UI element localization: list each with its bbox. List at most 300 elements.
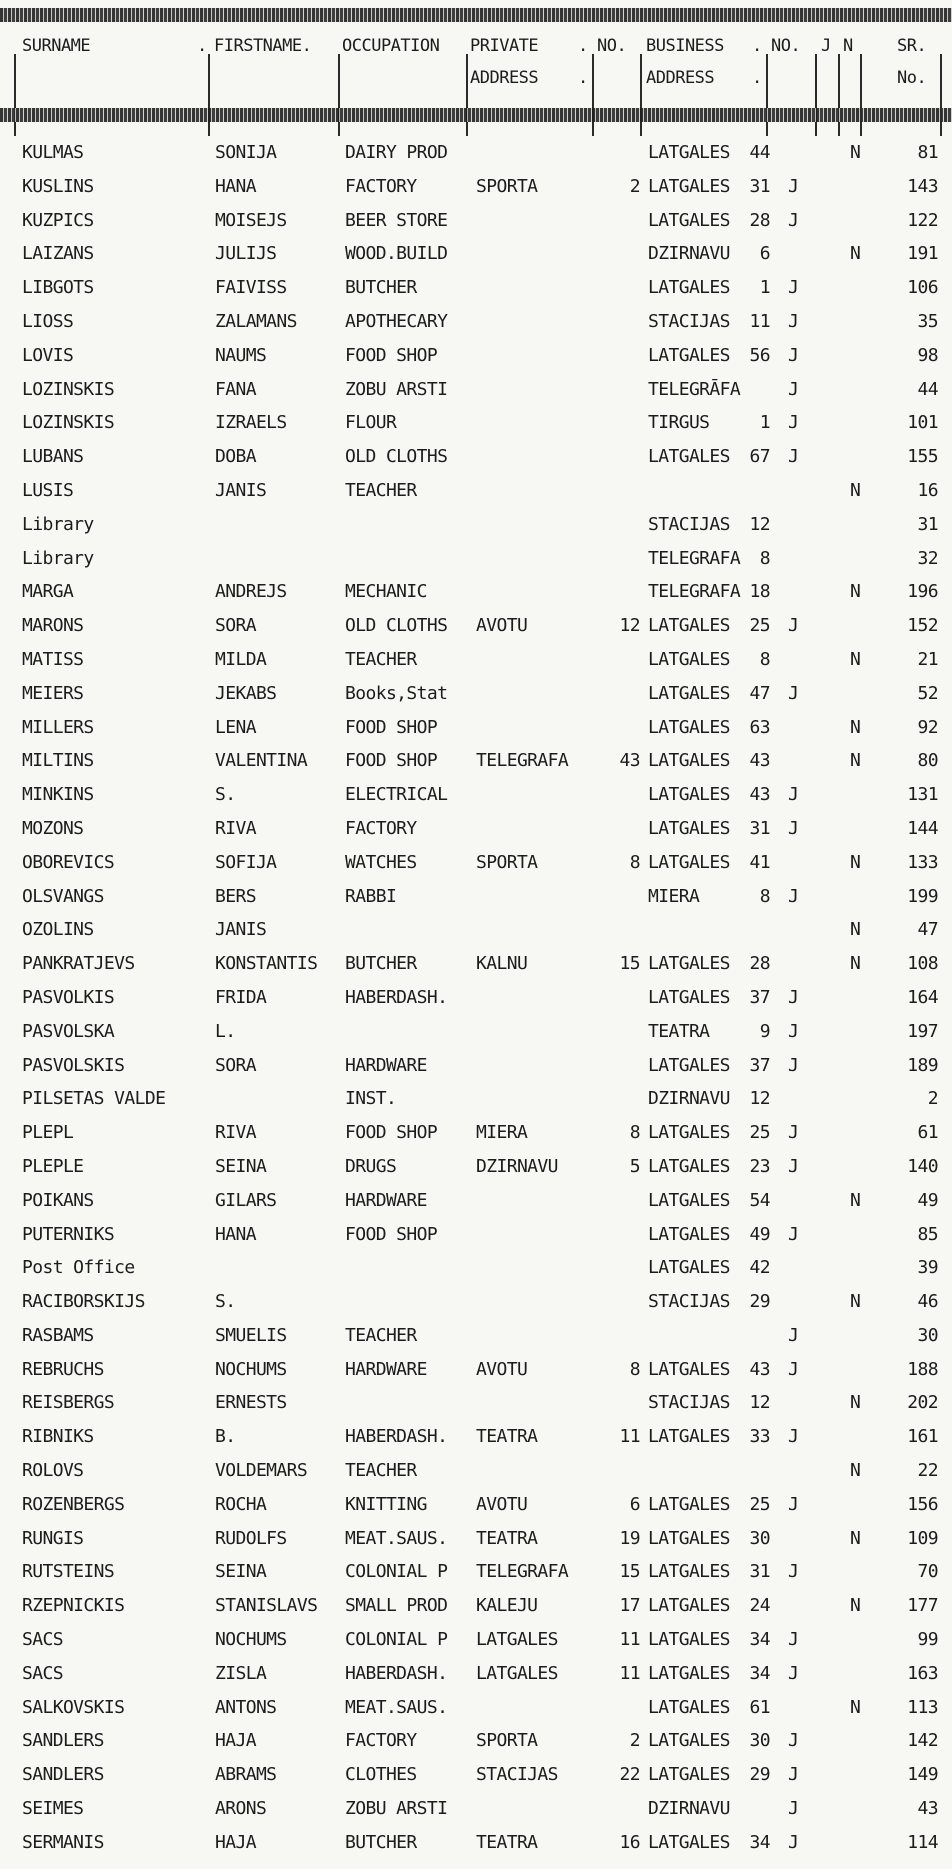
header-business-dot2: . [752,68,762,88]
table-row [0,947,952,981]
j-flag-cell: J [788,986,799,1008]
private-number-cell: 43 [619,750,640,772]
serial-number-cell: 44 [917,378,938,400]
table-row [0,136,952,170]
j-flag-cell: J [788,310,799,332]
serial-number-cell: 81 [917,142,938,163]
table-row [0,1420,952,1454]
business-number-cell: 43 [749,750,770,772]
j-flag-cell: J [788,1223,799,1245]
j-flag-cell: J [788,1561,799,1583]
table-row [0,1623,952,1657]
surname-cell: SALKOVSKIS [22,1696,125,1718]
occupation-cell: FOOD SHOP [345,750,438,772]
private-address-cell: AVOTU [476,1358,528,1380]
business-number-cell: 30 [749,1730,770,1752]
surname-cell: MARGA [22,581,74,603]
column-divider [838,54,840,136]
header-surname: SURNAME [22,36,91,56]
firstname-cell: FANA [215,378,256,400]
header-no: NO. [597,36,627,56]
business-number-cell: 8 [759,547,770,569]
private-number-cell: 6 [629,1493,640,1515]
j-flag-cell: J [788,817,799,839]
business-address-cell: LATGALES [648,1696,730,1718]
surname-cell: MEIERS [22,682,84,704]
firstname-cell: ABRAMS [215,1764,277,1786]
column-divider [208,54,210,136]
surname-cell: PANKRATJEVS [22,953,135,975]
table-row [0,440,952,474]
business-number-cell: 25 [749,1122,770,1144]
business-address-cell: LATGALES [648,1595,730,1617]
firstname-cell: SEINA [215,1155,267,1177]
serial-number-cell: 161 [907,1426,938,1448]
firstname-cell: DOBA [215,446,256,468]
serial-number-cell: 32 [917,547,938,569]
j-flag-cell: J [788,412,799,434]
business-address-cell: LATGALES [648,682,730,704]
serial-number-cell: 142 [907,1730,938,1752]
serial-number-cell: 43 [917,1798,938,1820]
j-flag-cell: J [788,615,799,637]
table-row [0,1251,952,1285]
firstname-cell: STANISLAVS [215,1595,318,1617]
table-row [0,880,952,914]
business-number-cell: 25 [749,615,770,637]
table-row [0,339,952,373]
table-header [0,28,952,108]
firstname-cell: VOLDEMARS [215,1460,308,1482]
firstname-cell: JANIS [215,919,267,941]
business-address-cell: LATGALES [648,1155,730,1177]
j-flag-cell: J [788,885,799,907]
serial-number-cell: 80 [917,750,938,772]
occupation-cell: ELECTRICAL [345,784,448,806]
private-address-cell: KALEJU [476,1595,538,1617]
business-number-cell: 54 [749,1189,770,1211]
private-address-cell: SPORTA [476,851,538,873]
surname-cell: SACS [22,1629,63,1651]
occupation-cell: ZOBU ARSTI [345,1798,448,1820]
business-address-cell: LATGALES [648,209,730,231]
table-row [0,1522,952,1556]
serial-number-cell: 202 [907,1392,938,1414]
private-address-cell: AVOTU [476,1493,528,1515]
occupation-cell: BUTCHER [345,1831,417,1853]
surname-cell: MINKINS [22,784,94,806]
business-address-cell: LATGALES [648,1189,730,1211]
serial-number-cell: 164 [907,986,938,1008]
firstname-cell: SORA [215,615,256,637]
occupation-cell: WATCHES [345,851,417,873]
table-row [0,1319,952,1353]
surname-cell: LOZINSKIS [22,412,115,434]
business-address-cell: LATGALES [648,142,730,163]
j-flag-cell: J [788,1358,799,1380]
private-address-cell: STACIJAS [476,1764,558,1786]
business-number-cell: 6 [759,243,770,265]
occupation-cell: APOTHECARY [345,310,448,332]
business-address-cell: LATGALES [648,784,730,806]
business-number-cell: 31 [749,817,770,839]
business-number-cell: 28 [749,953,770,975]
surname-cell: SANDLERS [22,1764,104,1786]
j-flag-cell: J [788,1798,799,1820]
occupation-cell: TEACHER [345,479,417,501]
occupation-cell: WOOD.BUILD [345,243,448,265]
column-divider [640,54,642,136]
j-flag-cell: J [788,1122,799,1144]
serial-number-cell: 85 [917,1223,938,1245]
firstname-cell: ANDREJS [215,581,287,603]
private-address-cell: TEATRA [476,1831,538,1853]
j-flag-cell: J [788,1629,799,1651]
table-row [0,1150,952,1184]
business-address-cell: STACIJAS [648,513,730,535]
surname-cell: LUBANS [22,446,84,468]
private-address-cell: SPORTA [476,1730,538,1752]
surname-cell: REBRUCHS [22,1358,104,1380]
serial-number-cell: 31 [917,513,938,535]
serial-number-cell: 109 [907,1527,938,1549]
n-flag-cell: N [850,1595,861,1617]
table-row [0,1353,952,1387]
firstname-cell: NAUMS [215,344,267,366]
surname-cell: PLEPL [22,1122,74,1144]
table-row [0,1724,952,1758]
serial-number-cell: 197 [907,1020,938,1042]
business-address-cell: LATGALES [648,277,730,299]
business-number-cell: 29 [749,1764,770,1786]
serial-number-cell: 70 [917,1561,938,1583]
header-business-line2: ADDRESS [646,68,715,88]
serial-number-cell: 92 [917,716,938,738]
column-divider [466,54,468,136]
occupation-cell: FOOD SHOP [345,716,438,738]
surname-cell: PASVOLSKA [22,1020,115,1042]
n-flag-cell: N [850,919,861,941]
table-row [0,1386,952,1420]
serial-number-cell: 131 [907,784,938,806]
column-divider [766,54,768,136]
surname-cell: Library [22,513,94,535]
occupation-cell: BUTCHER [345,953,417,975]
serial-number-cell: 39 [917,1257,938,1279]
j-flag-cell: J [788,682,799,704]
surname-cell: PLEPLE [22,1155,84,1177]
business-address-cell: LATGALES [648,716,730,738]
occupation-cell: BUTCHER [345,277,417,299]
firstname-cell: NOCHUMS [215,1358,287,1380]
serial-number-cell: 140 [907,1155,938,1177]
n-flag-cell: N [850,648,861,670]
firstname-cell: SONIJA [215,142,277,163]
firstname-cell: MOISEJS [215,209,287,231]
occupation-cell: TEACHER [345,1324,417,1346]
table-row [0,711,952,745]
surname-cell: LOZINSKIS [22,378,115,400]
firstname-cell: ZALAMANS [215,310,297,332]
surname-cell: ROLOVS [22,1460,84,1482]
serial-number-cell: 99 [917,1629,938,1651]
serial-number-cell: 22 [917,1460,938,1482]
private-number-cell: 8 [629,851,640,873]
n-flag-cell: N [850,243,861,265]
business-number-cell: 11 [749,310,770,332]
firstname-cell: S. [215,784,236,806]
firstname-cell: ERNESTS [215,1392,287,1414]
occupation-cell: HARDWARE [345,1189,427,1211]
firstname-cell: LENA [215,716,256,738]
serial-number-cell: 143 [907,175,938,197]
firstname-cell: ARONS [215,1798,267,1820]
occupation-cell: HARDWARE [345,1054,427,1076]
private-number-cell: 11 [619,1629,640,1651]
surname-cell: KULMAS [22,142,84,163]
serial-number-cell: 189 [907,1054,938,1076]
surname-cell: PASVOLSKIS [22,1054,125,1076]
firstname-cell: B. [215,1426,236,1448]
business-address-cell: TELEGRĀFA [648,378,741,400]
private-number-cell: 5 [629,1155,640,1177]
business-number-cell: 28 [749,209,770,231]
surname-cell: RASBAMS [22,1324,94,1346]
firstname-cell: JULIJS [215,243,277,265]
occupation-cell: Books,Stat [345,682,448,704]
surname-cell: Library [22,547,94,569]
table-row [0,744,952,778]
business-address-cell: DZIRNAVU [648,243,730,265]
table-row [0,1826,952,1860]
n-flag-cell: N [850,1696,861,1718]
table-row [0,1792,952,1826]
firstname-cell: JEKABS [215,682,277,704]
serial-number-cell: 61 [917,1122,938,1144]
private-address-cell: MIERA [476,1122,528,1144]
occupation-cell: CLOTHES [345,1764,417,1786]
surname-cell: REISBERGS [22,1392,115,1414]
top-rule [0,8,952,22]
table-row [0,406,952,440]
business-number-cell: 67 [749,446,770,468]
surname-cell: OZOLINS [22,919,94,941]
firstname-cell: S. [215,1291,236,1313]
header-n: N [843,36,853,56]
surname-cell: OLSVANGS [22,885,104,907]
private-address-cell: AVOTU [476,615,528,637]
header-business-dot: . [752,36,762,56]
j-flag-cell: J [788,1324,799,1346]
j-flag-cell: J [788,1426,799,1448]
occupation-cell: DRUGS [345,1155,397,1177]
occupation-cell: MECHANIC [345,581,427,603]
occupation-cell: COLONIAL P [345,1629,448,1651]
n-flag-cell: N [850,716,861,738]
private-address-cell: TEATRA [476,1426,538,1448]
serial-number-cell: 163 [907,1662,938,1684]
serial-number-cell: 133 [907,851,938,873]
business-address-cell: LATGALES [648,986,730,1008]
firstname-cell: RIVA [215,1122,256,1144]
business-number-cell: 1 [759,277,770,299]
n-flag-cell: N [850,1527,861,1549]
business-number-cell: 41 [749,851,770,873]
surname-cell: MOZONS [22,817,84,839]
business-address-cell: LATGALES [648,1831,730,1853]
n-flag-cell: N [850,750,861,772]
occupation-cell: SMALL PROD [345,1595,448,1617]
business-number-cell: 63 [749,716,770,738]
occupation-cell: FLOUR [345,412,397,434]
business-address-cell: TIRGUS [648,412,710,434]
serial-number-cell: 152 [907,615,938,637]
business-number-cell: 24 [749,1595,770,1617]
occupation-cell: FOOD SHOP [345,344,438,366]
private-number-cell: 22 [619,1764,640,1786]
firstname-cell: FAIVISS [215,277,287,299]
business-address-cell: TELEGRAFA [648,547,741,569]
header-private-line2: ADDRESS [470,68,539,88]
firstname-cell: ZISLA [215,1662,267,1684]
business-address-cell: LATGALES [648,1426,730,1448]
business-number-cell: 37 [749,1054,770,1076]
business-number-cell: 37 [749,986,770,1008]
private-number-cell: 15 [619,953,640,975]
table-row [0,778,952,812]
table-row [0,508,952,542]
j-flag-cell: J [788,446,799,468]
private-address-cell: LATGALES [476,1662,558,1684]
business-number-cell: 42 [749,1257,770,1279]
serial-number-cell: 177 [907,1595,938,1617]
j-flag-cell: J [788,344,799,366]
private-number-cell: 16 [619,1831,640,1853]
business-number-cell: 1 [759,412,770,434]
business-number-cell: 43 [749,1358,770,1380]
business-address-cell: LATGALES [648,1358,730,1380]
table-row [0,1082,952,1116]
surname-cell: ROZENBERGS [22,1493,125,1515]
business-number-cell: 61 [749,1696,770,1718]
serial-number-cell: 21 [917,648,938,670]
business-number-cell: 18 [749,581,770,603]
table-row [0,1285,952,1319]
serial-number-cell: 122 [907,209,938,231]
firstname-cell: HANA [215,1223,256,1245]
header-private-dot: . [578,36,588,56]
private-number-cell: 19 [619,1527,640,1549]
surname-cell: LAIZANS [22,243,94,265]
surname-cell: KUZPICS [22,209,94,231]
firstname-cell: FRIDA [215,986,267,1008]
j-flag-cell: J [788,1730,799,1752]
private-address-cell: TELEGRAFA [476,750,569,772]
n-flag-cell: N [850,581,861,603]
business-address-cell: DZIRNAVU [648,1088,730,1110]
table-row [0,170,952,204]
private-address-cell: TELEGRAFA [476,1561,569,1583]
firstname-cell: RUDOLFS [215,1527,287,1549]
business-address-cell: LATGALES [648,750,730,772]
occupation-cell: HABERDASH. [345,1426,448,1448]
business-address-cell: LATGALES [648,175,730,197]
header-firstname: FIRSTNAME. [214,36,312,56]
surname-cell: RUNGIS [22,1527,84,1549]
firstname-cell: VALENTINA [215,750,308,772]
serial-number-cell: 46 [917,1291,938,1313]
n-flag-cell: N [850,142,861,163]
table-row [0,474,952,508]
business-address-cell: LATGALES [648,1527,730,1549]
n-flag-cell: N [850,953,861,975]
firstname-cell: SOFIJA [215,851,277,873]
serial-number-cell: 113 [907,1696,938,1718]
business-number-cell: 12 [749,1088,770,1110]
serial-number-cell: 2 [927,1088,938,1110]
j-flag-cell: J [788,209,799,231]
serial-number-cell: 155 [907,446,938,468]
table-row [0,1555,952,1589]
serial-number-cell: 106 [907,277,938,299]
serial-number-cell: 191 [907,243,938,265]
firstname-cell: SEINA [215,1561,267,1583]
serial-number-cell: 101 [907,412,938,434]
table-row [0,1691,952,1725]
business-number-cell: 34 [749,1662,770,1684]
header-private-dot2: . [578,68,588,88]
business-address-cell: LATGALES [648,1493,730,1515]
n-flag-cell: N [850,1460,861,1482]
business-number-cell: 25 [749,1493,770,1515]
table-row [0,1116,952,1150]
column-divider [860,54,862,136]
private-number-cell: 8 [629,1358,640,1380]
table-row [0,1758,952,1792]
serial-number-cell: 196 [907,581,938,603]
n-flag-cell: N [850,1291,861,1313]
business-number-cell: 9 [759,1020,770,1042]
occupation-cell: HARDWARE [345,1358,427,1380]
occupation-cell: HABERDASH. [345,1662,448,1684]
header-business-line1: BUSINESS [646,36,724,56]
firstname-cell: KONSTANTIS [215,953,318,975]
occupation-cell: FOOD SHOP [345,1122,438,1144]
j-flag-cell: J [788,1764,799,1786]
surname-cell: PASVOLKIS [22,986,115,1008]
surname-cell: MILTINS [22,750,94,772]
occupation-cell: BEER STORE [345,209,448,231]
serial-number-cell: 30 [917,1324,938,1346]
surname-cell: KUSLINS [22,175,94,197]
business-number-cell: 23 [749,1155,770,1177]
business-address-cell: LATGALES [648,1730,730,1752]
column-divider [14,54,16,136]
occupation-cell: OLD CLOTHS [345,615,448,637]
occupation-cell: FACTORY [345,175,417,197]
business-number-cell: 33 [749,1426,770,1448]
table-row [0,1488,952,1522]
firstname-cell: JANIS [215,479,267,501]
serial-number-cell: 188 [907,1358,938,1380]
firstname-cell: HAJA [215,1730,256,1752]
occupation-cell: DAIRY PROD [345,142,448,163]
firstname-cell: ROCHA [215,1493,267,1515]
occupation-cell: FOOD SHOP [345,1223,438,1245]
business-number-cell: 47 [749,682,770,704]
occupation-cell: HABERDASH. [345,986,448,1008]
table-row [0,981,952,1015]
